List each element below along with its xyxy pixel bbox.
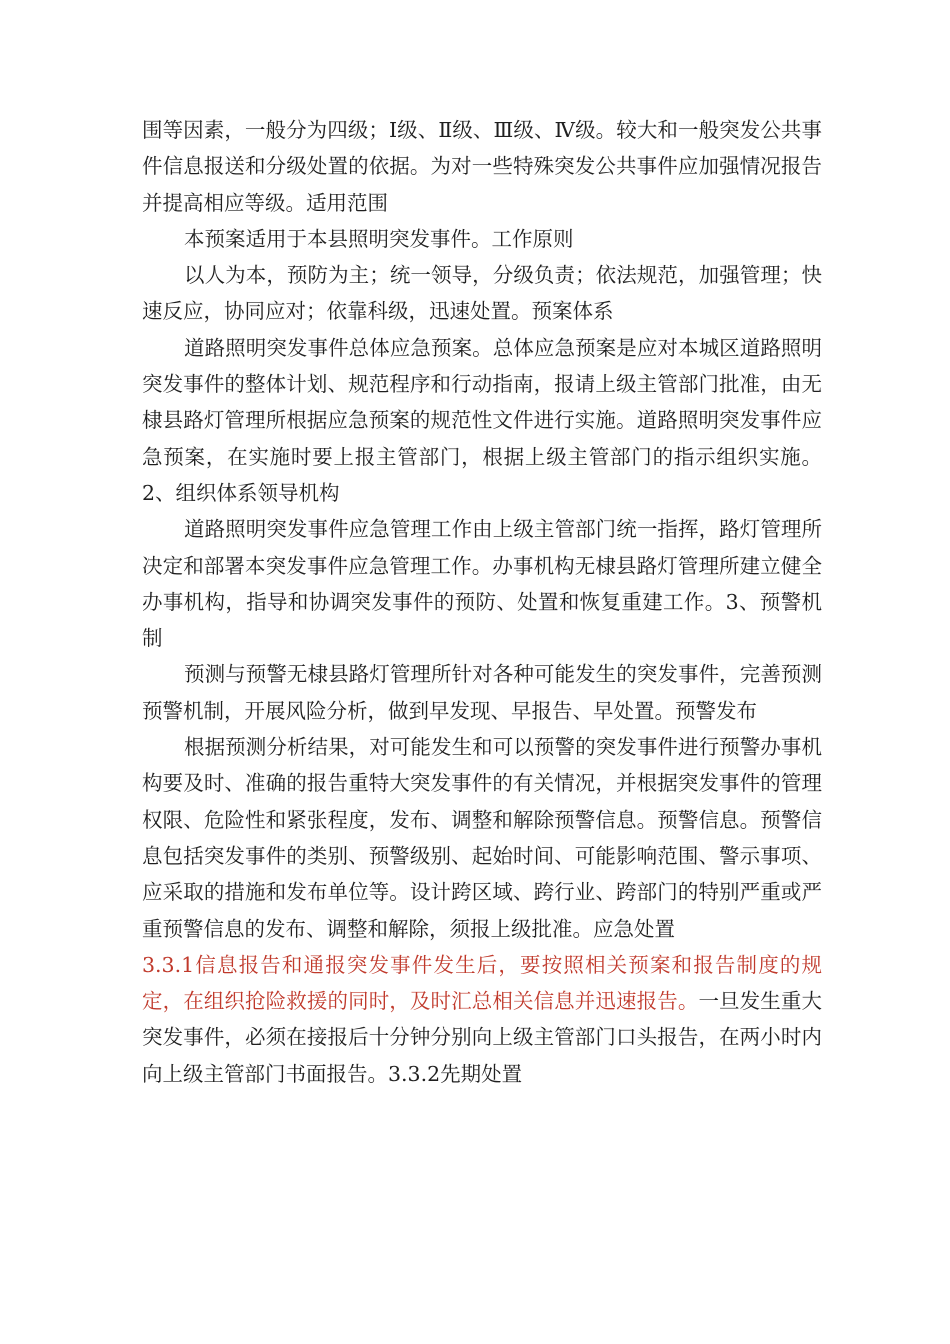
paragraph-2: 本预案适用于本县照明突发事件。工作原则 (184, 226, 574, 251)
highlighted-text: 3.3.1信息报告和通报突发事件发生后，要按照相关预案和报告制度的规定，在组织抢险救援的同时，及时汇总相关信息并迅速报告。 (142, 952, 822, 1014)
paragraph-8 (142, 947, 822, 1092)
paragraph-1: 围等因素，一般分为四级；Ⅰ级、Ⅱ级、Ⅲ级、Ⅳ级。较大和一般突发公共事件信息报送和分级处置的依据。为对一些特殊突发公共事件应加强情况报告并提高相应等级。适用范围 (142, 118, 822, 215)
paragraph-3: 以人为本，预防为主；统一领导，分级负责；依法规范，加强管理；快速反应，协同应对；依靠科级，迅速处置。预案体系 (142, 263, 822, 324)
document-body (142, 112, 822, 1092)
paragraph-4: 道路照明突发事件总体应急预案。总体应急预案是应对本城区道路照明突发事件的整体计划、规范程序和行动指南，报请上级主管部门批准，由无棣县路灯管理所根据应急预案的规范性文件进行实施。道路照明突发事件应急预案，在实施时要上报主管部门，根据上级主管部门的指示组织实施。2、组织体系领导机构 (142, 335, 822, 505)
paragraph-6: 预测与预警无棣县路灯管理所针对各种可能发生的突发事件，完善预测预警机制，开展风险分析，做到早发现、早报告、早处置。预警发布 (142, 662, 822, 723)
paragraph-5: 道路照明突发事件应急管理工作由上级主管部门统一指挥，路灯管理所决定和部署本突发事件应急管理工作。办事机构无棣县路灯管理所建立健全办事机构，指导和协调突发事件的预防、处置和恢复重建工作。3、预警机制 (142, 517, 822, 651)
paragraph-7: 根据预测分析结果，对可能发生和可以预警的突发事件进行预警办事机构要及时、准确的报告重特大突发事件的有关情况，并根据突发事件的管理权限、危险性和紧张程度，发布、调整和解除预警信息。预警信息。预警信息包括突发事件的类别、预警级别、起始时间、可能影响范围、警示事项、应采取的措施和发布单位等。设计跨区域、跨行业、跨部门的特别严重或严重预警信息的发布、调整和解除，须报上级批准。应急处置 (142, 735, 822, 941)
paragraph-8-rest: 一旦发生重大突发事件，必须在接报后十分钟分别向上级主管部门口头报告，在两小时内向上级主管部门书面报告。3.3.2先期处置 (142, 989, 822, 1086)
